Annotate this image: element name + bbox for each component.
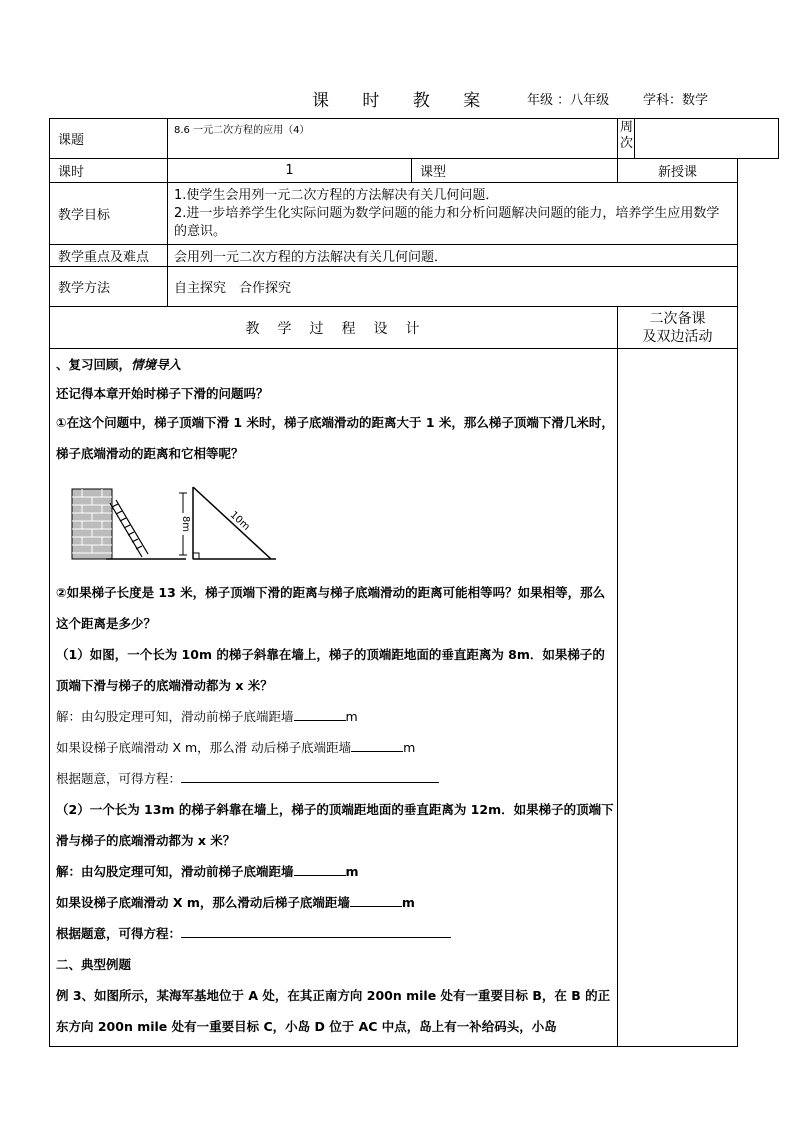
problem-1-step-2 [56, 732, 614, 763]
unit-label: m [345, 864, 359, 879]
section-review [56, 357, 614, 372]
problem-2: （2）一个长为 13m 的梯子斜靠在墙上，梯子的顶端距地面的垂直距离为 12m．如果梯子的顶端下滑与梯子的底端滑动都为 x 米？ [56, 802, 614, 848]
lesson-label: 课时 [50, 159, 168, 183]
section-review-emph: 情境导入 [131, 357, 182, 372]
goals-label: 教学目标 [50, 183, 168, 245]
week-label: 周次 [620, 120, 634, 151]
equation-blank[interactable] [181, 925, 451, 938]
problem-2-step-2-text: 如果设梯子底端滑动 X m，那么滑动后梯子底端距墙 [56, 895, 350, 910]
problem-2-step-3-text: 根据题意，可得方程： [56, 926, 182, 941]
brick-wall-illustration [72, 489, 186, 559]
equation-blank[interactable] [181, 770, 439, 783]
process-title: 教 学 过 程 设 计 [50, 307, 618, 349]
example-3: 例 3、如图所示，某海军基地位于 A 处，在其正南方向 200n mile 处有一重要目标 B，在 B 的正东方向 200n mile 处有一重要目标 C，小岛 D 位于 AC 中点，岛上有一补给码头，小岛 [56, 988, 611, 1034]
type-label: 课型 [412, 159, 618, 183]
topic-label: 课题 [50, 119, 168, 159]
label-10m: 10m [227, 509, 252, 533]
keypoints-value: 会用列一元二次方程的方法解决有关几何问题． [168, 245, 738, 267]
answer-blank[interactable] [294, 863, 346, 876]
unit-label: m [403, 740, 416, 755]
type-value: 新授课 [618, 159, 738, 183]
section-examples: 二、典型例题 [56, 957, 132, 972]
problem-1-step-1 [56, 701, 614, 732]
answer-blank[interactable] [351, 739, 403, 752]
page-title: 课 时 教 案 [312, 91, 495, 111]
page-header [0, 86, 794, 112]
problem-1: （1）如图，一个长为 10m 的梯子斜靠在墙上，梯子的顶端距地面的垂直距离为 8m．如果梯子的顶端下滑与梯子的底端滑动都为 x 米？ [56, 647, 605, 693]
section-review-prefix: 、复习回顾， [56, 357, 132, 372]
goal-2: 2.进一步培养学生化实际问题为数学问题的能力和分析问题解决问题的能力，培养学生应用数学的意识。 [174, 206, 720, 239]
keypoints-label: 教学重点及难点 [50, 245, 168, 267]
goals-value [168, 183, 738, 245]
ladder-figure [66, 483, 286, 563]
problem-2-step-1 [56, 856, 614, 887]
question-1: ①在这个问题中，梯子顶端下滑 1 米时，梯子底端滑动的距离大于 1 米，那么梯子顶端下滑几米时，梯子底端滑动的距离和它相等呢？ [56, 415, 614, 461]
problem-1-step-3 [56, 763, 614, 794]
problem-2-step-2 [56, 887, 614, 918]
question-intro: 还记得本章开始时梯子下滑的问题吗？ [56, 386, 269, 401]
unit-label: m [345, 709, 358, 724]
subject-label: 学科：数学 [643, 93, 709, 108]
answer-blank[interactable] [294, 708, 346, 721]
grade-label: 年级 ：八年级 [527, 93, 610, 108]
method-label: 教学方法 [50, 267, 168, 307]
right-triangle-diagram [179, 487, 276, 559]
label-8m: 8m [180, 515, 191, 533]
side-notes-cell [618, 349, 738, 1047]
process-content-cell [50, 349, 618, 1047]
problem-2-step-1-text: 解：由勾股定理可知，滑动前梯子底端距墙 [56, 864, 294, 879]
lesson-plan-table [49, 118, 738, 1047]
unit-label: m [401, 895, 415, 910]
question-2: ②如果梯子长度是 13 米，梯子顶端下滑的距离与梯子底端滑动的距离可能相等吗？如果相等，那么这个距离是多少？ [56, 585, 606, 631]
goal-1: 1.使学生会用列一元二次方程的方法解决有关几何问题． [174, 188, 499, 203]
problem-1-step-1-text: 解：由勾股定理可知，滑动前梯子底端距墙 [56, 709, 294, 724]
problem-2-step-3 [56, 918, 614, 949]
problem-1-step-2-text: 如果设梯子底端滑动 X m，那么滑 动后梯子底端距墙 [56, 740, 352, 755]
topic-value: 8.6 一元二次方程的应用（4） [168, 119, 618, 159]
method-value: 自主探究 合作探究 [168, 267, 738, 307]
week-value-box[interactable] [634, 118, 779, 159]
answer-blank[interactable] [350, 894, 402, 907]
side-notes-title: 二次备课 及双边活动 [618, 307, 738, 349]
problem-1-step-3-text: 根据题意，可得方程： [56, 771, 182, 786]
lesson-value: 1 [168, 159, 412, 183]
process-content [56, 357, 614, 1042]
